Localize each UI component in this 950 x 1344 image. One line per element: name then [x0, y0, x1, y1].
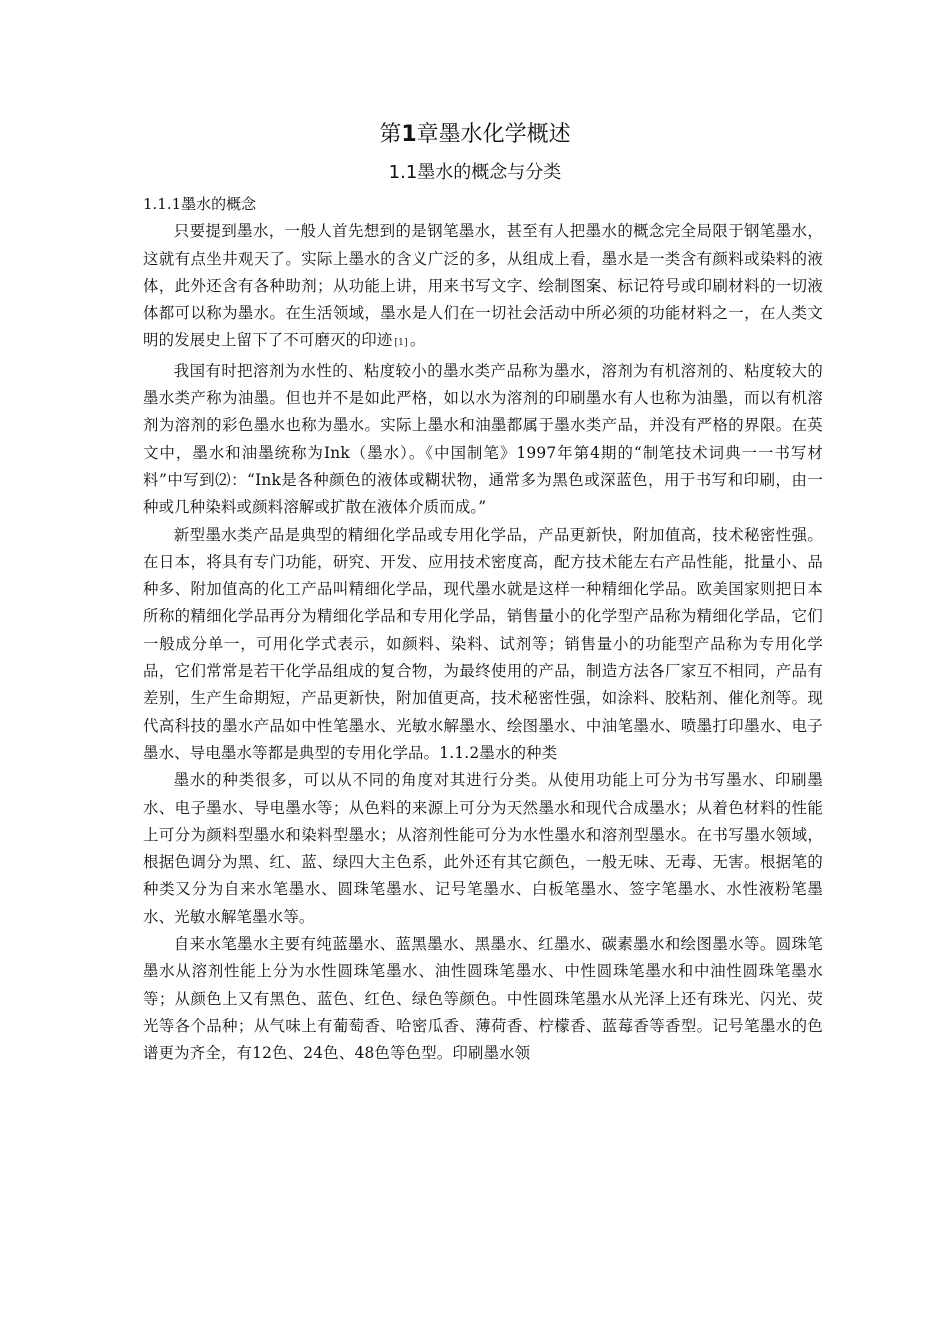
- subsection-title: 1.1.1墨水的概念: [143, 195, 257, 213]
- paragraph-concept-1: [143, 218, 823, 357]
- inline-subsection-title: 1.1.2墨水的种类: [439, 743, 558, 762]
- paragraph-text: 新型墨水类产品是典型的精细化学品或专用化学品，产品更新快，附加值高，技术秘密性强。在日本，将具有专门功能，研究、开发、应用技术密度高，配方技术能左右产品性能，批量小、品种多、附加值高的化工产品叫精细化学品，现代墨水就是这样一种精细化学品。欧美国家则把日本所称的精细化学品再分为精细化学品和专用化学品，销售量小的化学型产品称为精细化学品，它们一般成分单一，可用化学式表示，如颜料、染料、试剂等；销售量小的功能型产品称为专用化学品，它们常常是若干化学品组成的复合物，为最终使用的产品，制造方法各厂家互不相同，产品有差别，生产生命期短，产品更新快，附加值更高，技术秘密性强，如涂料、胶粘剂、催化剂等。现代高科技的墨水产品如中性笔墨水、光敏水解墨水、绘图墨水、中油笔墨水、喷墨打印墨水、电子墨水、导电墨水等都是典型的专用化学品。: [143, 525, 823, 762]
- paragraph-types-1: 墨水的种类很多，可以从不同的角度对其进行分类。从使用功能上可分为书写墨水、印刷墨水、电子墨水、导电墨水等；从色料的来源上可分为天然墨水和现代合成墨水；从着色材料的性能上可分为颜料型墨水和染料型墨水；从溶剂性能可分为水性墨水和溶剂型墨水。在书写墨水领域，根据色调分为黑、红、蓝、绿四大主色系，此外还有其它颜色，一般无味、无毒、无害。根据笔的种类又分为自来水笔墨水、圆珠笔墨水、记号笔墨水、白板笔墨水、签字笔墨水、水性液粉笔墨水、光敏水解笔墨水等。: [143, 771, 823, 926]
- paragraph-concept-2: 我国有时把溶剂为水性的、粘度较小的墨水类产品称为墨水，溶剂为有机溶剂的、粘度较大的墨水类产称为油墨。但也并不是如此严格，如以水为溶剂的印刷墨水有人也称为油墨，而以有机溶剂为溶剂的彩色墨水也称为墨水。实际上墨水和油墨都属于墨水类产品，并没有严格的界限。在英文中，墨水和油墨统称为Ink（墨水）。《中国制笔》1997年第4期的“制笔技术词典一一书写材料”中写到⑵：“Ink是各种颜色的液体或糊状物，通常多为黑色或深蓝色，用于书写和印刷，由一种或几种染料或颜料溶解或扩散在液体介质而成。”: [143, 361, 823, 517]
- chapter-title: [0, 120, 950, 150]
- section-title: 1.1墨水的概念与分类: [388, 162, 562, 183]
- paragraph-end: 。: [409, 331, 426, 350]
- paragraph-text: 只要提到墨水，一般人首先想到的是钢笔墨水，甚至有人把墨水的概念完全局限于钢笔墨水，这就有点坐井观天了。实际上墨水的含义广泛的多，从组成上看，墨水是一类含有颜料或染料的液体，此外还含有各种助剂；从功能上讲，用来书写文字、绘制图案、标记符号或印刷材料的一切液体都可以称为墨水。在生活领域，墨水是人们在一切社会活动中所必须的功能材料之一，在人类文明的发展史上留下了不可磨灭的印迹: [143, 222, 823, 350]
- chapter-prefix: 第: [379, 122, 402, 147]
- document-body: [143, 191, 823, 1068]
- paragraph-concept-3: [143, 522, 823, 768]
- paragraph-types-2: 自来水笔墨水主要有纯蓝墨水、蓝黑墨水、黑墨水、红墨水、碳素墨水和绘图墨水等。圆珠笔墨水从溶剂性能上分为水性圆珠笔墨水、油性圆珠笔墨水、中性圆珠笔墨水和中油性圆珠笔墨水等；从颜色上又有黑色、蓝色、红色、绿色等颜色。中性圆珠笔墨水从光泽上还有珠光、闪光、荧光等各个品种；从气味上有葡萄香、哈密瓜香、薄荷香、柠檬香、蓝莓香等香型。记号笔墨水的色谱更为齐全，有12色、24色、48色等色型。印刷墨水领: [143, 935, 823, 1063]
- chapter-name: 章墨水化学概述: [416, 122, 571, 147]
- chapter-number: 1: [401, 122, 417, 147]
- citation-marker: [1]: [394, 338, 408, 349]
